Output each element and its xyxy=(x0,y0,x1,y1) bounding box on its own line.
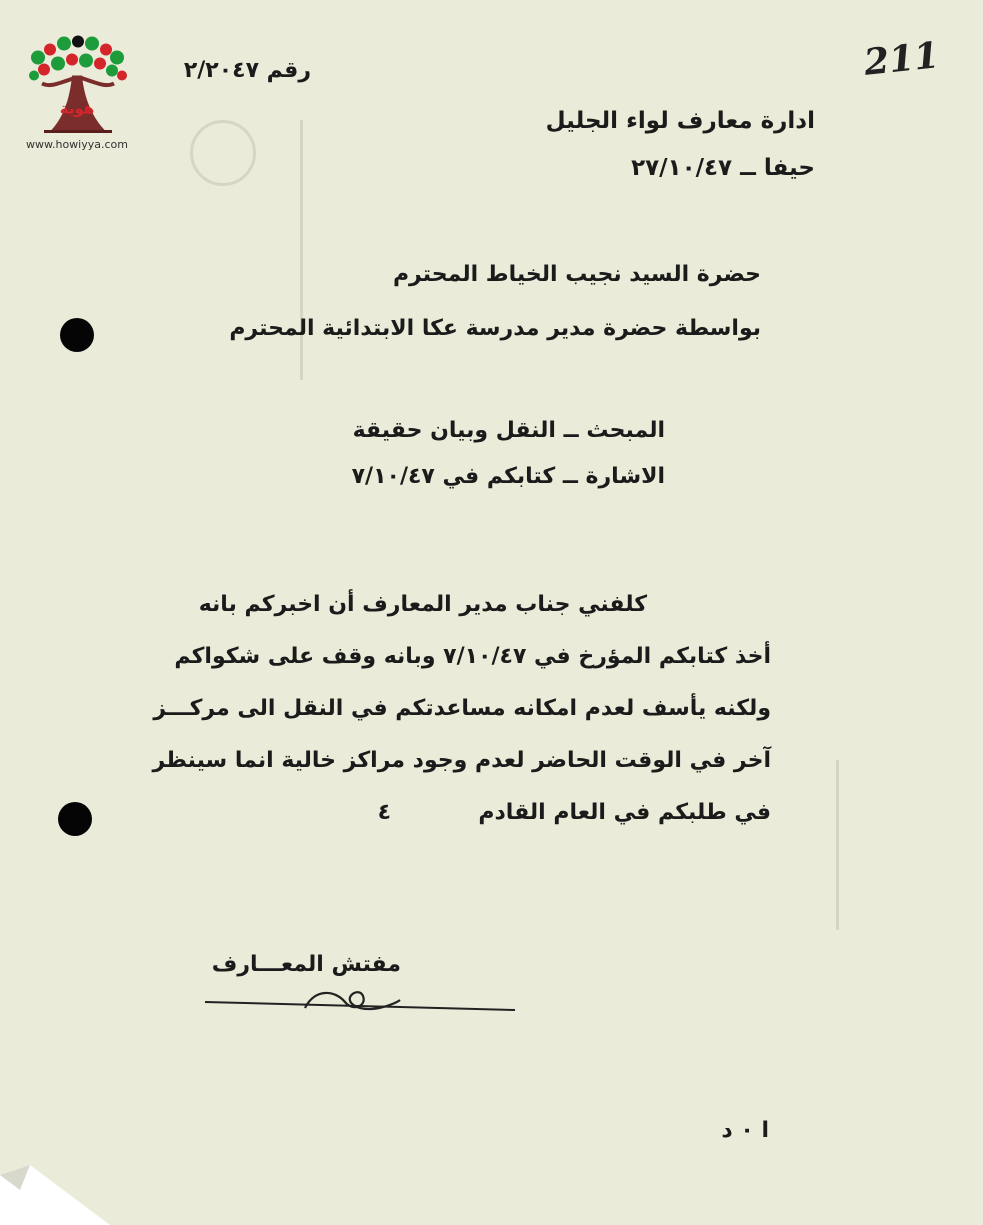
body-line-3: ولكنه يأسف لعدم امكانه مساعدتكم في النقل الى مركـــز xyxy=(153,696,771,721)
logo-url: www.howiyya.com xyxy=(26,138,128,151)
faint-bleed-through xyxy=(836,760,859,930)
signatory-title: مفتش المعـــارف xyxy=(211,952,401,977)
body-line-5: في طلبكم في العام القادم xyxy=(478,800,771,825)
body-line-5-end-mark: ٤ xyxy=(377,800,391,825)
reference-number: رقم ٢/٢٠٤٧ xyxy=(183,58,311,83)
howiyya-logo xyxy=(14,20,140,155)
addressee-line-2: بواسطة حضرة مدير مدرسة عكا الابتدائية المحترم xyxy=(229,316,761,341)
body-line-2: أخذ كتابكم المؤرخ في ٧/١٠/٤٧ وبانه وقف على شكواكم xyxy=(174,644,771,669)
handwritten-signature xyxy=(195,980,525,1020)
subject-reference: الاشارة ــ كتابكم في ٧/١٠/٤٧ xyxy=(351,464,665,489)
footer-code: ا ٠ د xyxy=(721,1118,769,1143)
folded-corner xyxy=(0,1135,110,1225)
punch-hole xyxy=(60,318,94,352)
punch-hole xyxy=(58,802,92,836)
faint-bleed-through xyxy=(300,120,329,380)
addressee-line-1: حضرة السيد نجيب الخياط المحترم xyxy=(392,262,761,287)
place-date: حيفا ــ ٢٧/١٠/٤٧ xyxy=(631,155,815,181)
body-line-4: آخر في الوقت الحاضر لعدم وجود مراكز خالية انما سينظر xyxy=(152,748,771,773)
body-line-1: كلفني جناب مدير المعارف أن اخبركم بانه xyxy=(198,592,647,617)
page-number: 211 xyxy=(862,34,942,84)
faint-stamp-circle xyxy=(190,120,256,186)
subject-topic: المبحث ــ النقل وبيان حقيقة xyxy=(352,418,665,443)
svg-text:هوية: هوية xyxy=(59,99,95,118)
office-name: ادارة معارف لواء الجليل xyxy=(545,108,815,134)
